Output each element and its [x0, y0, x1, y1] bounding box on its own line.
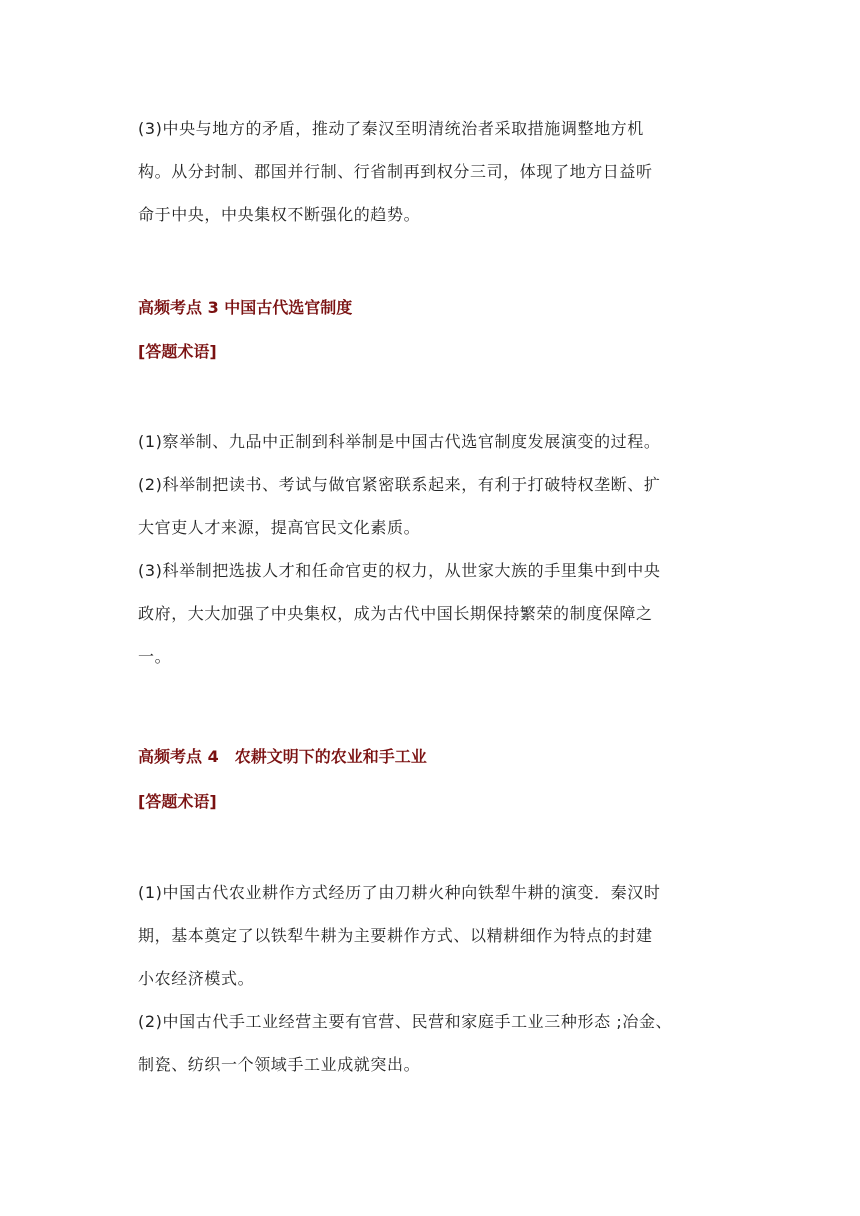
paragraph-central-local [138, 107, 726, 236]
text-line: 构。从分封制、郡国并行制、行省制再到权分三司，体现了地方日益听 [138, 162, 653, 181]
text-line: 制瓷、纺织一个领域手工业成就突出。 [138, 1055, 421, 1074]
text-line: (3)科举制把选拔人才和任命官吏的权力，从世家大族的手里集中到中央 [138, 561, 661, 580]
text-line: (2)科举制把读书、考试与做官紧密联系起来，有利于打破特权垄断、扩 [138, 475, 661, 494]
section-heading-4: 高频考点 4 农耕文明下的农业和手工业 [138, 747, 427, 766]
text-line: (3)中央与地方的矛盾，推动了秦汉至明清统治者采取措施调整地方机 [138, 119, 644, 138]
text-line: (1)中国古代农业耕作方式经历了由刀耕火种向铁犁牛耕的演变．秦汉时 [138, 883, 661, 902]
text-line: (2)中国古代手工业经营主要有官营、民营和家庭手工业三种形态 ;冶金、 [138, 1012, 673, 1031]
text-line: 期，基本奠定了以铁犁牛耕为主要耕作方式、以精耕细作为特点的封建 [138, 926, 653, 945]
paragraph-agriculture-handicraft [138, 871, 726, 1086]
text-line: 命于中央，中央集权不断强化的趋势。 [138, 205, 421, 224]
text-line: 小农经济模式。 [138, 969, 255, 988]
text-line: 一。 [138, 647, 172, 666]
answer-terms-label: [答题术语] [138, 342, 217, 361]
section-heading-3: 高频考点 3 中国古代选官制度 [138, 298, 353, 317]
text-line: 政府，大大加强了中央集权，成为古代中国长期保持繁荣的制度保障之 [138, 604, 653, 623]
answer-terms-label: [答题术语] [138, 792, 217, 811]
text-line: 大官吏人才来源，提高官民文化素质。 [138, 518, 421, 537]
paragraph-selection-system [138, 420, 726, 678]
text-line: (1)察举制、九品中正制到科举制是中国古代选官制度发展演变的过程。 [138, 432, 661, 451]
